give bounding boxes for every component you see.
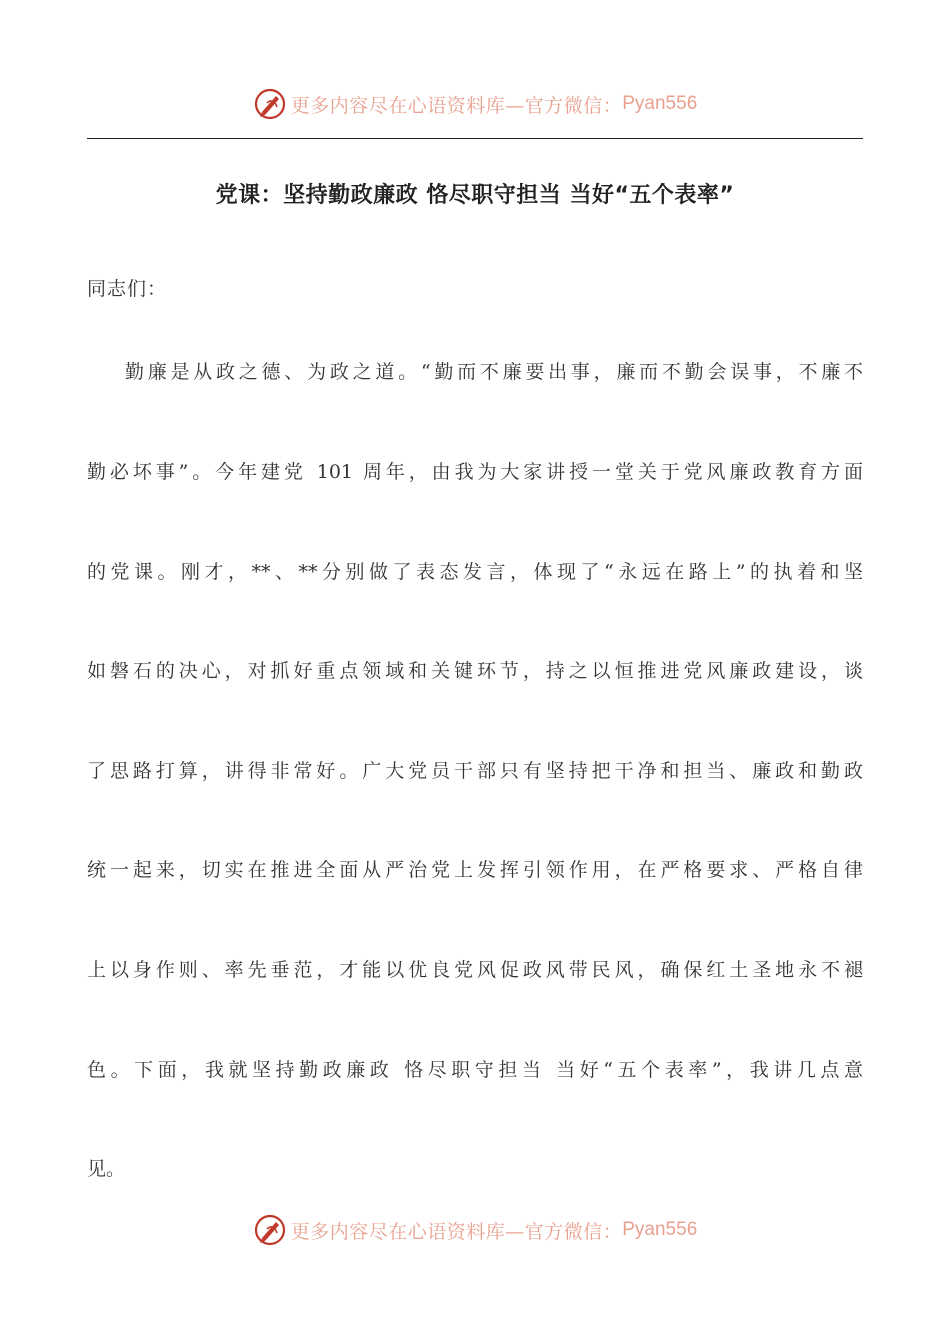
pen-logo-icon — [253, 87, 287, 121]
body-line: 色。下面，我就坚持勤政廉政 恪尽职守担当 当好“五个表率”，我讲几点意 — [87, 1059, 863, 1081]
header-divider — [87, 138, 863, 139]
banner-text: 更多内容尽在心语资料库—官方微信： — [290, 1220, 623, 1243]
salutation: 同志们： — [87, 278, 168, 300]
body-line: 的党课。刚才，**、**分别做了表态发言，体现了“永远在路上”的执着和坚 — [87, 561, 863, 583]
header-banner — [0, 84, 950, 124]
pen-logo-icon — [253, 1213, 287, 1247]
body-line: 见。 — [87, 1158, 126, 1180]
banner-wechat-id: Pyan556 — [622, 93, 698, 114]
body-line: 上以身作则、率先垂范，才能以优良党风促政风带民风，确保红土圣地永不褪 — [87, 959, 863, 981]
body-line: 勤廉是从政之德、为政之道。“勤而不廉要出事，廉而不勤会误事，不廉不 — [125, 361, 863, 383]
document-title: 党课：坚持勤政廉政 恪尽职守担当 当好“五个表率” — [215, 183, 735, 208]
body-line: 统一起来，切实在推进全面从严治党上发挥引领作用，在严格要求、严格自律 — [87, 859, 863, 881]
body-line: 如磐石的决心，对抓好重点领域和关键环节，持之以恒推进党风廉政建设，谈 — [87, 660, 863, 682]
body-line: 了思路打算，讲得非常好。广大党员干部只有坚持把干净和担当、廉政和勤政 — [87, 760, 863, 782]
banner-wechat-id: Pyan556 — [622, 1219, 698, 1240]
footer-banner — [0, 1210, 950, 1250]
banner-text: 更多内容尽在心语资料库—官方微信： — [290, 94, 623, 117]
body-line: 勤必坏事”。今年建党 101 周年，由我为大家讲授一堂关于党风廉政教育方面 — [87, 461, 863, 483]
